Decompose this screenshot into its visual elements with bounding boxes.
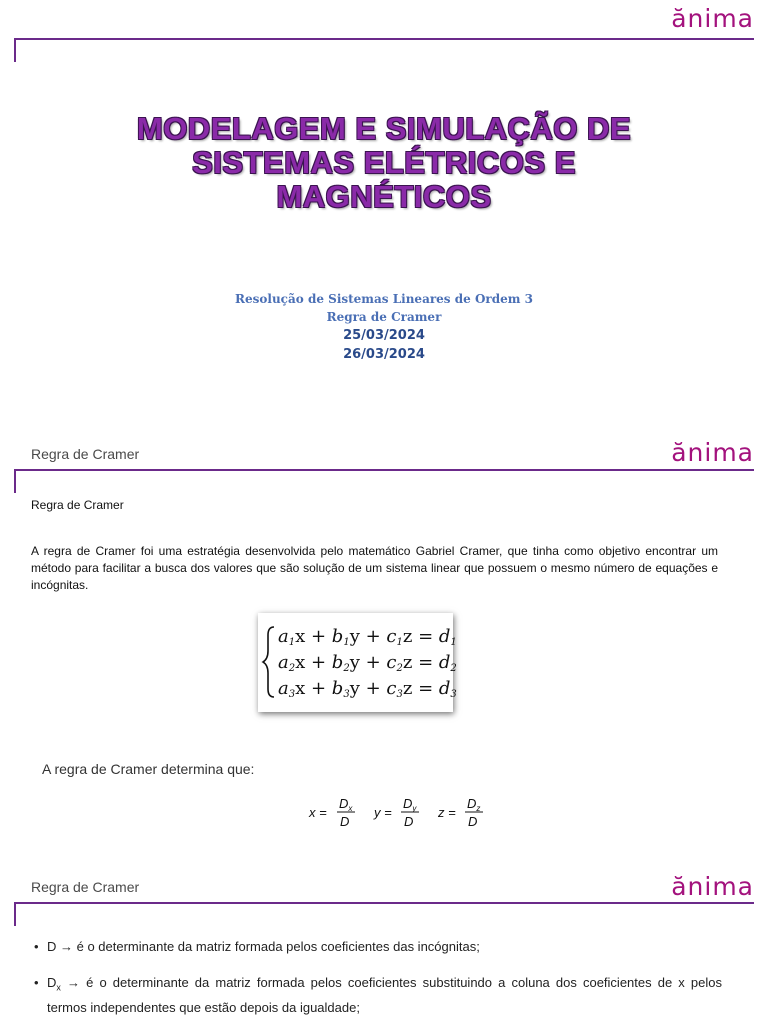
title-slide — [0, 0, 768, 430]
anima-logo: ănima — [671, 438, 754, 467]
cramer-formulas — [305, 790, 505, 834]
formula-x-denominator: D — [340, 814, 350, 829]
title-line: SISTEMAS ELÉTRICOS E — [192, 145, 576, 180]
rule-statement: A regra de Cramer determina que: — [42, 761, 255, 777]
cramer-intro-slide — [0, 432, 768, 862]
formula-z-numerator: $D_z$ — [467, 796, 481, 813]
formula-y-lhs: y = — [374, 805, 392, 820]
bullet-dot-icon: • — [34, 975, 39, 990]
formula-z-lhs: z = — [438, 805, 456, 820]
subtitle-topic: Resolução de Sistemas Lineares de Ordem 3 — [235, 292, 533, 306]
formula-z-denominator: D — [468, 814, 478, 829]
header-divider-corner — [14, 469, 16, 493]
anima-logo: ănima — [671, 872, 754, 901]
equation-row-1: a1x + b1y + c1z = d1 — [278, 626, 457, 648]
header-divider — [14, 902, 754, 904]
intro-paragraph: A regra de Cramer foi uma estratégia desenvolvida pelo matemático Gabriel Cramer, que tinha como objetivo encontrar um método para facilitar a busca dos valores que são solução de um sistema linear que possuem o mesmo número de equações e incógnitas. — [31, 544, 718, 592]
presentation-title — [60, 112, 708, 214]
formula-x-numerator: $D_x$ — [339, 796, 353, 813]
equation-row-3: a3x + b3y + c3z = d3 — [278, 678, 457, 700]
linear-system-equations — [258, 613, 457, 712]
section-title: Regra de Cramer — [31, 879, 140, 895]
cramer-definitions-slide — [0, 866, 768, 1024]
linear-system-image — [258, 613, 457, 712]
date-second: 26/03/2024 — [343, 347, 425, 362]
section-title: Regra de Cramer — [31, 446, 140, 462]
header-divider — [14, 469, 754, 471]
formula-y-denominator: D — [404, 814, 414, 829]
bullet-determinant-dx: • $D_x$ → é o determinante da matriz formada pelos coeficientes substituindo a coluna dos coeficientes de x pelos termos independentes que estão depois da igualdade; — [34, 975, 722, 1015]
formula-y-numerator: $D_y$ — [403, 796, 417, 813]
bullet-dot-icon: • — [34, 939, 39, 954]
content-heading: Regra de Cramer — [31, 498, 124, 512]
equation-row-2: a2x + b2y + c2z = d2 — [278, 652, 457, 674]
subtitle-method: Regra de Cramer — [326, 310, 442, 324]
date-first: 25/03/2024 — [343, 328, 425, 343]
title-line: MAGNÉTICOS — [276, 179, 492, 214]
header-divider-corner — [14, 38, 16, 62]
formula-x-lhs: x = — [309, 805, 327, 820]
anima-logo: ănima — [671, 4, 754, 33]
header-divider-corner — [14, 902, 16, 926]
bullet-determinant-d: • D → é o determinante da matriz formada pelos coeficientes das incógnitas; — [34, 939, 480, 954]
title-line: MODELAGEM E SIMULAÇÃO DE — [136, 111, 632, 146]
header-divider — [14, 38, 754, 40]
